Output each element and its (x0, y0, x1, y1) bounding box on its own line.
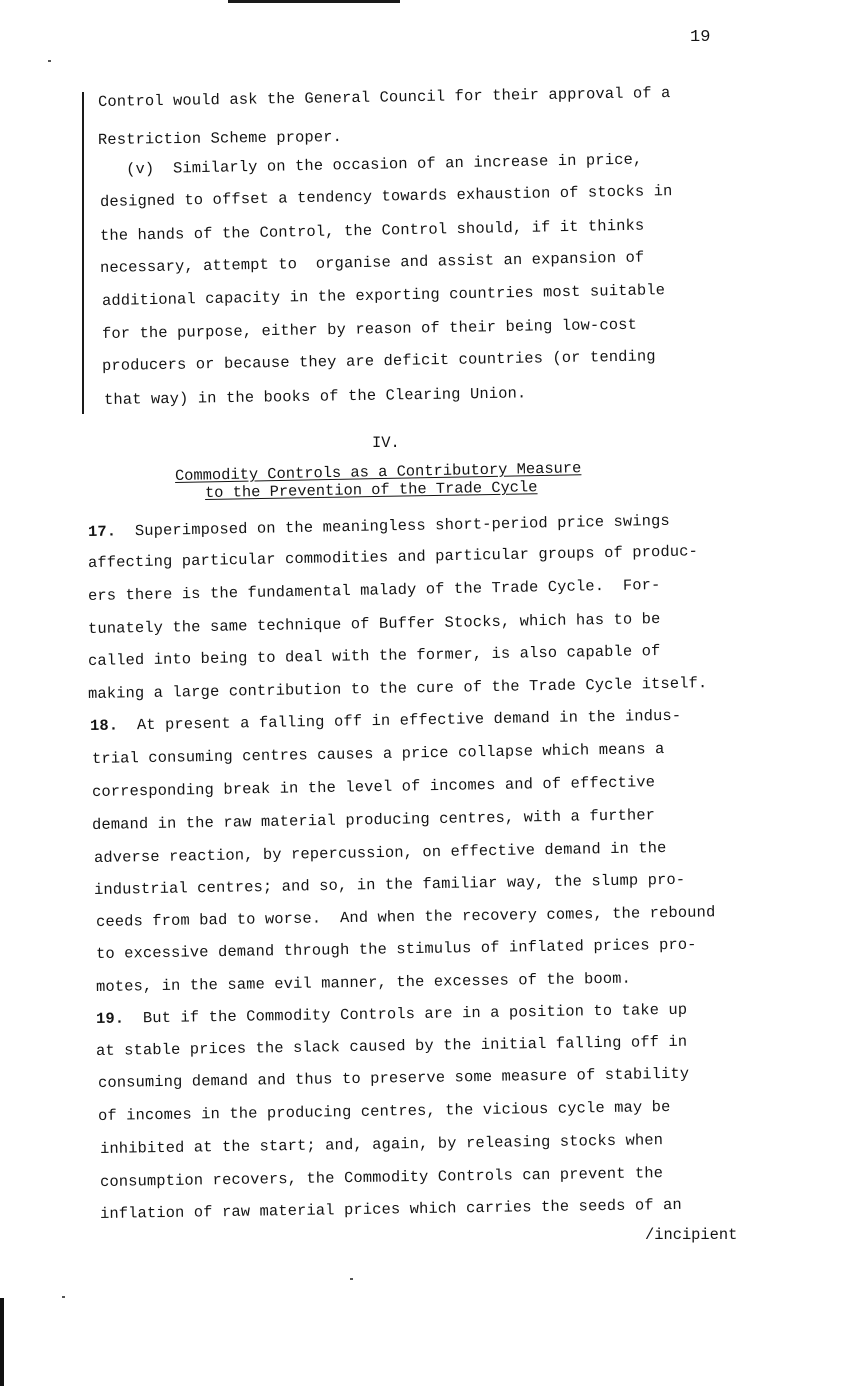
speck (48, 60, 51, 62)
paragraph-18-line: trial consuming centres causes a price collapse which means a (91, 740, 665, 768)
margin-bar (82, 92, 84, 414)
paragraph-17-line: making a large contribution to the cure of the Trade Cycle itself. (87, 674, 708, 703)
paragraph-18-line: ceeds from bad to worse. And when the recovery comes, the rebound (95, 903, 716, 931)
left-edge-bar (0, 1298, 4, 1386)
text-line: Control would ask the General Council for their approval of a (97, 84, 671, 111)
paragraph-number: 19. (95, 1009, 125, 1028)
text-line: Restriction Scheme proper. (97, 128, 343, 149)
paragraph-17-line: ers there is the fundamental malady of the Trade Cycle. For- (87, 576, 661, 605)
speck (62, 1296, 65, 1298)
section-title-line-1: Commodity Controls as a Contributory Measure (174, 459, 582, 485)
paragraph-19-line: 19. But if the Commodity Controls are in a position to take up (95, 1000, 688, 1028)
paragraph-18-line: 18. At present a falling off in effective demand in the indus- (89, 706, 682, 735)
text-line: (v) Similarly on the occasion of an increase in price, (97, 150, 643, 179)
text-line: additional capacity in the exporting countries most suitable (101, 281, 666, 310)
page-number: 19 (690, 28, 711, 47)
paragraph-19-line: inflation of raw material prices which carries the seeds of an (99, 1195, 683, 1223)
paragraph-17-line: tunately the same technique of Buffer Stocks, which has to be (87, 610, 661, 638)
catchword: /incipient (645, 1226, 738, 1244)
section-title-line-2: to the Prevention of the Trade Cycle (204, 478, 538, 502)
paragraph-18-line: corresponding break in the level of incomes and of effective (91, 773, 656, 801)
text-line: the hands of the Control, the Control should, if it thinks (99, 216, 645, 245)
paragraph-17-line: affecting particular commodities and particular groups of produc- (87, 542, 699, 572)
paragraph-number: 18. (89, 716, 119, 735)
paragraph-18-line: demand in the raw material producing centres, with a further (91, 806, 656, 834)
paragraph-17-line: 17. Superimposed on the meaningless short-period price swings (87, 511, 671, 541)
paragraph-19-line: consuming demand and thus to preserve some measure of stability (97, 1064, 690, 1092)
paragraph-number: 17. (87, 522, 117, 541)
paragraph-19-line: consumption recovers, the Commodity Controls can prevent the (99, 1164, 664, 1191)
paragraph-19-line: of incomes in the producing centres, the vicious cycle may be (97, 1098, 671, 1125)
text-line: for the purpose, either by reason of their being low-cost (101, 315, 638, 343)
paragraph-18-line: to excessive demand through the stimulus of inflated prices pro- (95, 935, 697, 963)
paragraph-18-line: industrial centres; and so, in the familiar way, the slump pro- (93, 870, 686, 899)
paragraph-19-line: inhibited at the start; and, again, by releasing stocks when (99, 1131, 664, 1158)
text-line: producers or because they are deficit countries (or tending (101, 347, 656, 375)
paragraph-17-line: called into being to deal with the former, is also capable of (87, 642, 661, 670)
paragraph-18-line: motes, in the same evil manner, the excesses of the boom. (95, 969, 632, 996)
top-rule (228, 0, 400, 3)
text-line: designed to offset a tendency towards exhaustion of stocks in (99, 182, 673, 211)
text-line: necessary, attempt to organise and assist an expansion of (99, 248, 645, 277)
text-line: that way) in the books of the Clearing Union. (103, 384, 527, 409)
section-number: IV. (372, 434, 400, 452)
paragraph-18-line: adverse reaction, by repercussion, on effective demand in the (93, 839, 667, 867)
speck (350, 1278, 353, 1280)
paragraph-19-line: at stable prices the slack caused by the initial falling off in (95, 1032, 688, 1060)
